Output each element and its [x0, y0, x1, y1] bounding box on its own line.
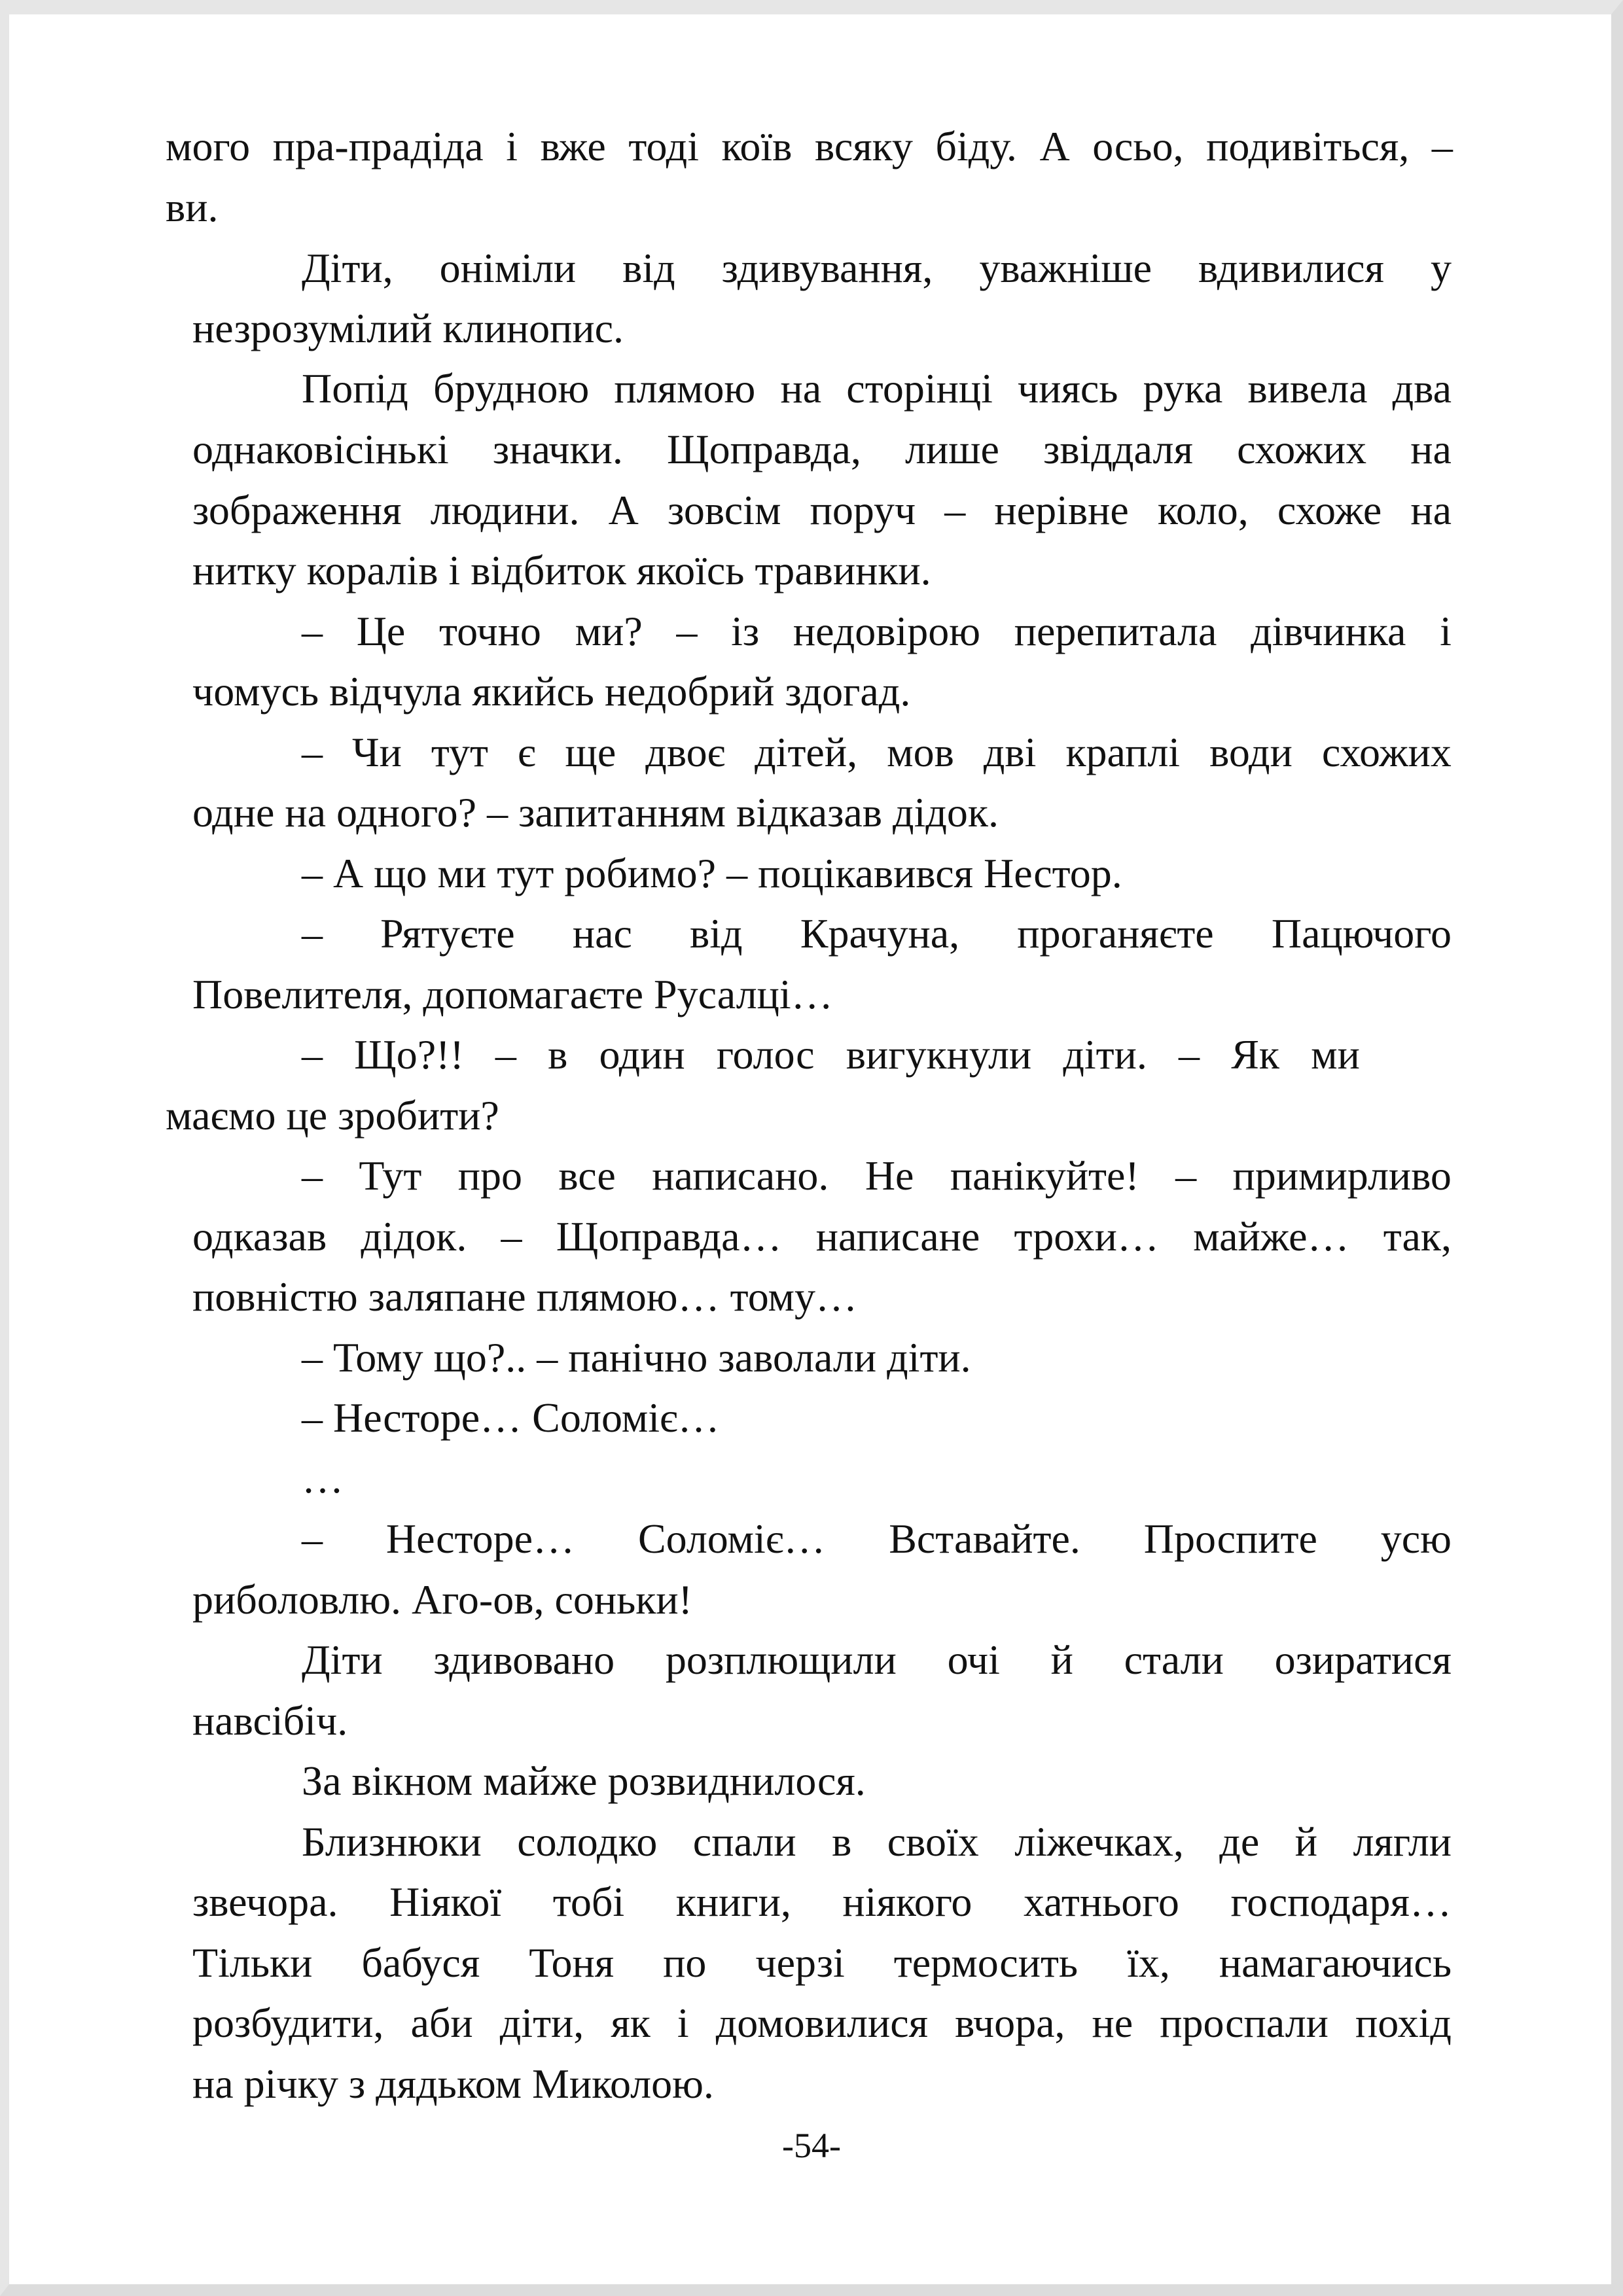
word: озиратися: [1274, 1636, 1452, 1683]
word: Тільки: [192, 1939, 313, 1986]
word: сторінці: [846, 365, 993, 412]
text-line-13: – А що ми тут робимо? – поцікавився Нестор.: [302, 850, 1122, 896]
text-line-20: повністю заляпане плямою… тому…: [192, 1273, 857, 1320]
word: і: [1440, 608, 1452, 654]
word: –: [495, 1031, 516, 1078]
word: і: [677, 2000, 689, 2046]
word: зовсім: [668, 487, 781, 533]
word: Чи: [352, 729, 402, 775]
word: Діти: [302, 1636, 383, 1683]
word: ми?: [575, 608, 643, 654]
word: Як: [1231, 1031, 1279, 1078]
text-line-29: [302, 1818, 1452, 1865]
word: від: [690, 910, 743, 957]
text-line-8: нитку коралів і відбиток якоїсь травинки.: [192, 547, 931, 593]
word: звечора.: [192, 1879, 338, 1925]
word: –: [302, 729, 323, 775]
word: із: [731, 608, 760, 654]
word: по: [663, 1939, 707, 1986]
word: –: [1175, 1152, 1197, 1199]
word: мого: [166, 123, 251, 169]
text-line-27: навсібіч.: [192, 1697, 348, 1744]
word: майже…: [1193, 1213, 1349, 1260]
text-line-1: [166, 123, 1453, 169]
word: усю: [1380, 1515, 1452, 1562]
text-line-16: [302, 1031, 1360, 1078]
word: точно: [439, 608, 541, 654]
word: –: [302, 608, 323, 654]
word: в: [832, 1818, 852, 1865]
word: –: [1179, 1031, 1200, 1078]
word: коло,: [1157, 487, 1249, 533]
word: ми: [1311, 1031, 1360, 1078]
word: Це: [356, 608, 406, 654]
word: –: [944, 487, 966, 533]
word: води: [1209, 729, 1293, 775]
word: пра-прадіда: [272, 123, 484, 169]
text-line-19: [192, 1213, 1452, 1260]
word: двоє: [645, 729, 726, 775]
word: на: [1410, 426, 1452, 472]
text-line-5: [302, 365, 1452, 412]
word: де: [1219, 1818, 1260, 1865]
word: схожих: [1237, 426, 1367, 472]
word: плямою: [614, 365, 756, 412]
page-number: -54-: [782, 2126, 841, 2165]
text-line-33: на річку з дядьком Миколою.: [192, 2060, 714, 2107]
word: всяку: [814, 123, 913, 169]
word: спали: [692, 1818, 796, 1865]
word: Проспите: [1143, 1515, 1317, 1562]
text-line-31: [192, 1939, 1452, 1986]
word: схожих: [1321, 729, 1452, 775]
word: лише: [905, 426, 999, 472]
word: ліжечках,: [1014, 1818, 1184, 1865]
word: книги,: [675, 1879, 791, 1925]
word: біду.: [935, 123, 1017, 169]
word: –: [501, 1213, 522, 1260]
text-line-7: [192, 489, 1452, 531]
word: своїх: [887, 1818, 979, 1865]
word: А: [608, 487, 639, 533]
word: один: [599, 1031, 685, 1078]
word: нас: [572, 910, 632, 957]
word: господаря…: [1230, 1879, 1452, 1925]
word: бабуся: [361, 1939, 480, 1986]
word: намагаючись: [1219, 1939, 1452, 1986]
word: хатнього: [1023, 1879, 1179, 1925]
word: Тут: [359, 1152, 422, 1199]
word: все: [558, 1152, 616, 1199]
text-line-10: чомусь відчула якийсь недобрий здогад.: [192, 668, 911, 715]
word: їх,: [1127, 1939, 1170, 1986]
word: рука: [1143, 365, 1223, 412]
word: примирливо: [1232, 1152, 1452, 1199]
word: поруч: [810, 487, 916, 533]
word: на: [1410, 487, 1452, 533]
word: Соломіє…: [637, 1515, 826, 1562]
word: значки.: [492, 426, 623, 472]
word: і: [506, 123, 518, 169]
word: лягли: [1353, 1818, 1452, 1865]
word: й: [1050, 1636, 1073, 1683]
word: Близнюки: [302, 1818, 482, 1865]
word: брудною: [433, 365, 590, 412]
word: трохи…: [1014, 1213, 1159, 1260]
word: недовірою: [793, 608, 981, 654]
word: проспали: [1160, 2000, 1329, 2046]
word: тут: [431, 729, 488, 775]
word: домовилися: [715, 2000, 929, 2046]
word: не: [1092, 2000, 1133, 2046]
text-line-15: Повелителя, допомагаєте Русалці…: [192, 971, 833, 1017]
word: на: [780, 365, 822, 412]
word: Пацючого: [1271, 910, 1452, 957]
text-line-18: [302, 1152, 1452, 1199]
word: дідок.: [361, 1213, 467, 1260]
word: Несторе…: [385, 1515, 575, 1562]
word: –: [1431, 123, 1453, 169]
word: й: [1294, 1818, 1317, 1865]
word: проганяєте: [1017, 910, 1214, 957]
text-line-3: [302, 247, 1452, 289]
word: голос: [716, 1031, 815, 1078]
word: тобі: [552, 1879, 625, 1925]
word: два: [1392, 365, 1452, 412]
word: від: [622, 245, 675, 291]
word: осьо,: [1092, 123, 1184, 169]
word: людини.: [430, 487, 580, 533]
text-line-6: [192, 426, 1452, 472]
word: –: [302, 1031, 323, 1078]
text-line-4: незрозумілий клинопис.: [192, 305, 624, 351]
text-line-11: [302, 729, 1452, 775]
word: панікуйте!: [950, 1152, 1139, 1199]
text-line-32: [192, 2002, 1452, 2044]
word: одказав: [192, 1213, 327, 1260]
word: коїв: [721, 123, 793, 169]
word: А: [1039, 123, 1070, 169]
word: Рятуєте: [380, 910, 515, 957]
word: ще: [565, 729, 616, 775]
word: Не: [865, 1152, 914, 1199]
word: Тоня: [529, 1939, 615, 1986]
word: дівчинка: [1251, 608, 1406, 654]
word: Діти,: [302, 245, 393, 291]
word: діти.: [1063, 1031, 1147, 1078]
text-line-26: [302, 1636, 1452, 1683]
word: написано.: [652, 1152, 829, 1199]
word: дві: [983, 729, 1037, 775]
word: –: [302, 910, 323, 957]
text-line-12: одне на одного? – запитанням відказав дідок.: [192, 789, 999, 836]
word: вчора,: [955, 2000, 1065, 2046]
word: уважніше: [979, 245, 1152, 291]
word: вже: [540, 123, 606, 169]
text-line-14: [302, 910, 1452, 957]
word: нерівне: [994, 487, 1129, 533]
text-line-21: – Тому що?.. – панічно заволали діти.: [302, 1334, 971, 1381]
word: звіддаля: [1043, 426, 1193, 472]
word: Крачуна,: [800, 910, 960, 957]
word: аби: [410, 2000, 473, 2046]
word: краплі: [1065, 729, 1181, 775]
word: перепитала: [1014, 608, 1217, 654]
text-line-17: маємо це зробити?: [166, 1092, 499, 1139]
word: діти,: [499, 2000, 584, 2046]
word: схоже: [1277, 487, 1382, 533]
word: черзі: [755, 1939, 845, 1986]
word: так,: [1383, 1213, 1452, 1260]
word: –: [302, 1152, 323, 1199]
word: стали: [1124, 1636, 1224, 1683]
text-line-28: За вікном майже розвиднилося.: [302, 1757, 866, 1804]
text-line-25: риболовлю. Аго-ов, соньки!: [192, 1576, 692, 1623]
word: в: [548, 1031, 568, 1078]
word: термосить: [893, 1939, 1079, 1986]
word: однаковісінькі: [192, 426, 449, 472]
word: розплющили: [665, 1636, 897, 1683]
word: Що?!!: [354, 1031, 464, 1078]
word: подивіться,: [1206, 123, 1410, 169]
word: очі: [947, 1636, 1000, 1683]
text-line-30: [192, 1881, 1452, 1923]
word: мов: [887, 729, 954, 775]
text-line-2: ви.: [166, 184, 219, 230]
word: розбудити,: [192, 2000, 384, 2046]
word: як: [611, 2000, 651, 2046]
word: здивування,: [721, 245, 933, 291]
word: –: [676, 608, 698, 654]
word: Ніякої: [389, 1879, 502, 1925]
word: тоді: [628, 123, 699, 169]
word: солодко: [517, 1818, 658, 1865]
word: вивела: [1247, 365, 1368, 412]
text-line-9: [302, 610, 1452, 652]
text-line-24: [302, 1515, 1452, 1562]
word: зображення: [192, 487, 402, 533]
word: оніміли: [439, 245, 577, 291]
word: ніякого: [842, 1879, 972, 1925]
word: вигукнули: [846, 1031, 1032, 1078]
word: вдивилися: [1198, 245, 1384, 291]
ellipsis-line: …: [302, 1455, 344, 1502]
word: написане: [815, 1213, 980, 1260]
word: Попід: [302, 365, 408, 412]
word: Вставайте.: [889, 1515, 1080, 1562]
text-line-22: – Несторе… Соломіє…: [302, 1394, 720, 1441]
word: здивовано: [433, 1636, 615, 1683]
word: –: [302, 1515, 323, 1562]
word: Щоправда,: [667, 426, 861, 472]
word: є: [518, 729, 536, 775]
word: у: [1430, 245, 1452, 291]
word: чиясь: [1018, 365, 1118, 412]
word: дітей,: [755, 729, 858, 775]
word: похід: [1355, 2000, 1452, 2046]
word: Щоправда…: [556, 1213, 782, 1260]
word: про: [457, 1152, 522, 1199]
